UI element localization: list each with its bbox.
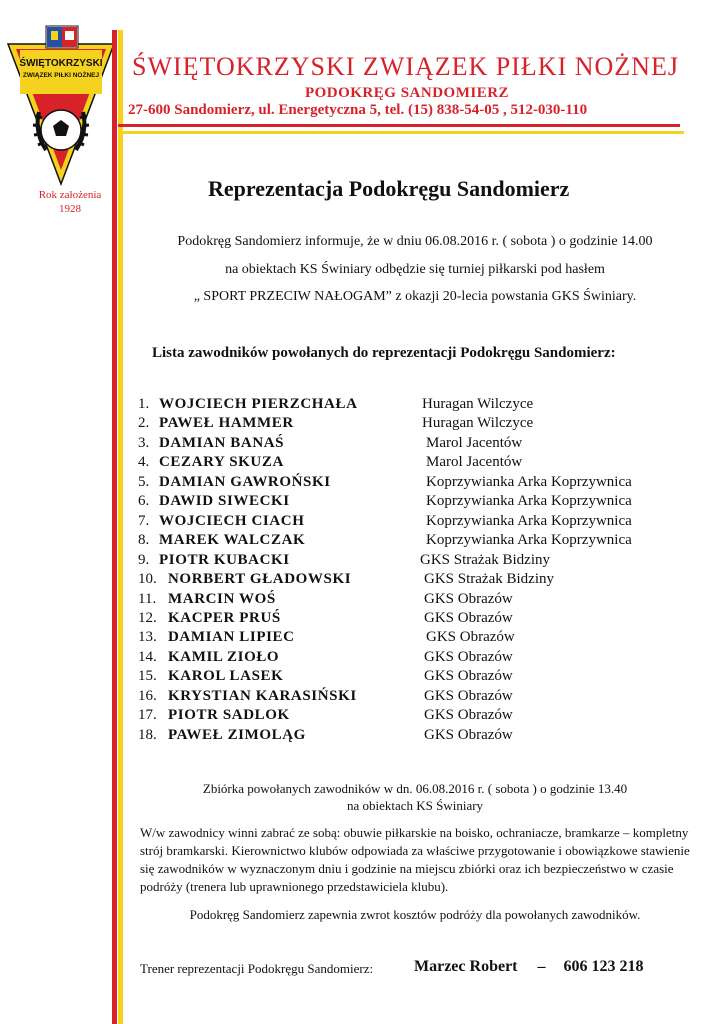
- player-name: DAMIAN LIPIEC: [168, 629, 295, 645]
- player-club: GKS Obrazów: [424, 610, 513, 626]
- intro-line-2: na obiektach KS Świniary odbędzie się turniej piłkarski pod hasłem: [225, 262, 605, 277]
- player-name: DAWID SIWECKI: [159, 493, 290, 509]
- player-name: KAROL LASEK: [168, 668, 284, 684]
- player-name: PIOTR KUBACKI: [159, 552, 290, 568]
- association-address: 27-600 Sandomierz, ul. Energetyczna 5, tel. (15) 838-54-05 , 512-030-110: [128, 102, 588, 118]
- player-name: MARCIN WOŚ: [168, 591, 276, 607]
- player-name: CEZARY SKUZA: [159, 454, 284, 470]
- player-row: [138, 532, 698, 552]
- player-number: 1.: [138, 396, 150, 412]
- coach-name: Marzec Robert: [414, 958, 518, 975]
- player-number: 17.: [138, 707, 157, 723]
- player-row: [138, 396, 698, 416]
- player-number: 3.: [138, 435, 150, 451]
- coach-phone: 606 123 218: [563, 958, 644, 975]
- equipment-note: W/w zawodnicy winni zabrać ze sobą: obuwie piłkarskie na boisko, ochraniacze, bramkarze – kompletny strój bramkarski. Kierownictwo klubów odpowiada za właściwe przygotowanie i obowiązkowe stawienie się zawodników w wyznaczonym dniu i godzinie na miejscu zbiórki oraz ich bezpieczeństwo w czasie podróży (trenera lub uprawnionego przedstawiciela klubu).: [140, 825, 690, 894]
- player-club: Koprzywianka Arka Koprzywnica: [426, 513, 632, 529]
- player-row: [138, 668, 698, 688]
- player-number: 11.: [138, 591, 157, 607]
- association-logo: [6, 22, 116, 187]
- player-number: 9.: [138, 552, 150, 568]
- player-club: GKS Obrazów: [424, 707, 513, 723]
- player-number: 6.: [138, 493, 150, 509]
- player-club: Huragan Wilczyce: [422, 415, 534, 431]
- player-name: MAREK WALCZAK: [159, 532, 306, 548]
- player-row: [138, 610, 698, 630]
- player-number: 5.: [138, 474, 150, 490]
- founded-note: [20, 188, 120, 216]
- list-heading: Lista zawodników powołanych do reprezentacji Podokręgu Sandomierz:: [152, 345, 616, 361]
- player-name: KACPER PRUŚ: [168, 610, 281, 626]
- player-name: DAMIAN GAWROŃSKI: [159, 474, 331, 490]
- logo-text-top: ŚWIĘTOKRZYSKI: [19, 58, 103, 69]
- player-number: 8.: [138, 532, 150, 548]
- player-row: [138, 649, 698, 669]
- header-rule-yellow: [118, 131, 684, 134]
- player-club: GKS Obrazów: [426, 629, 515, 645]
- intro-line-1: Podokręg Sandomierz informuje, że w dniu 06.08.2016 r. ( sobota ) o godzinie 14.00: [177, 234, 653, 249]
- player-name: KAMIL ZIOŁO: [168, 649, 280, 665]
- founded-label: Rok założenia: [38, 189, 102, 201]
- coach-separator: –: [537, 958, 546, 975]
- player-club: GKS Obrazów: [424, 649, 513, 665]
- player-number: 15.: [138, 668, 157, 684]
- player-number: 2.: [138, 415, 150, 431]
- coach-label: Trener reprezentacji Podokręgu Sandomierz:: [140, 961, 374, 976]
- player-number: 13.: [138, 629, 157, 645]
- player-name: DAMIAN BANAŚ: [159, 435, 285, 451]
- vertical-red-bar: [112, 30, 117, 1024]
- association-subtitle: PODOKRĘG SANDOMIERZ: [304, 85, 510, 101]
- vertical-yellow-bar: [118, 30, 123, 1024]
- refund-note: Podokręg Sandomierz zapewnia zwrot kosztów podróży dla powołanych zawodników.: [189, 907, 641, 922]
- player-club: Marol Jacentów: [426, 454, 523, 470]
- meeting-line-1: Zbiórka powołanych zawodników w dn. 06.08.2016 r. ( sobota ) o godzinie 13.40: [202, 781, 628, 796]
- player-number: 18.: [138, 727, 157, 743]
- player-name: WOJCIECH CIACH: [159, 513, 305, 529]
- player-number: 4.: [138, 454, 150, 470]
- player-club: GKS Obrazów: [424, 591, 513, 607]
- player-club: Koprzywianka Arka Koprzywnica: [426, 532, 632, 548]
- player-row: [138, 454, 698, 474]
- player-name: NORBERT GŁADOWSKI: [168, 571, 352, 587]
- player-name: PAWEŁ HAMMER: [159, 415, 294, 431]
- player-club: GKS Strażak Bidziny: [420, 552, 550, 568]
- intro-line-3: „ SPORT PRZECIW NAŁOGAM” z okazji 20-lecia powstania GKS Świniary.: [193, 289, 637, 304]
- player-number: 14.: [138, 649, 157, 665]
- player-row: [138, 727, 698, 747]
- player-club: GKS Strażak Bidziny: [424, 571, 554, 587]
- player-club: Huragan Wilczyce: [422, 396, 534, 412]
- player-name: PIOTR SADLOK: [168, 707, 290, 723]
- player-row: [138, 552, 698, 572]
- player-club: Koprzywianka Arka Koprzywnica: [426, 493, 632, 509]
- association-title: ŚWIĘTOKRZYSKI ZWIĄZEK PIŁKI NOŻNEJ: [132, 52, 679, 81]
- player-name: PAWEŁ ZIMOLĄG: [168, 727, 306, 743]
- player-club: Koprzywianka Arka Koprzywnica: [426, 474, 632, 490]
- player-club: GKS Obrazów: [424, 688, 513, 704]
- player-row: [138, 688, 698, 708]
- player-row: [138, 513, 698, 533]
- player-row: [138, 571, 698, 591]
- coach-contact: [414, 958, 644, 976]
- player-row: [138, 591, 698, 611]
- player-row: [138, 707, 698, 727]
- founded-year: 1928: [59, 203, 81, 215]
- logo-text-bottom: ZWIĄZEK PIŁKI NOŻNEJ: [22, 72, 100, 79]
- player-club: Marol Jacentów: [426, 435, 523, 451]
- page-title: Reprezentacja Podokręgu Sandomierz: [208, 176, 570, 201]
- player-row: [138, 629, 698, 649]
- player-row: [138, 493, 698, 513]
- meeting-line-2: na obiektach KS Świniary: [346, 798, 484, 813]
- player-club: GKS Obrazów: [424, 727, 513, 743]
- player-club: GKS Obrazów: [424, 668, 513, 684]
- player-number: 16.: [138, 688, 157, 704]
- player-number: 12.: [138, 610, 157, 626]
- player-row: [138, 435, 698, 455]
- player-name: WOJCIECH PIERZCHAŁA: [159, 396, 358, 412]
- player-row: [138, 474, 698, 494]
- header-rule-red: [118, 124, 680, 127]
- player-name: KRYSTIAN KARASIŃSKI: [168, 688, 357, 704]
- player-row: [138, 415, 698, 435]
- player-number: 10.: [138, 571, 157, 587]
- player-number: 7.: [138, 513, 150, 529]
